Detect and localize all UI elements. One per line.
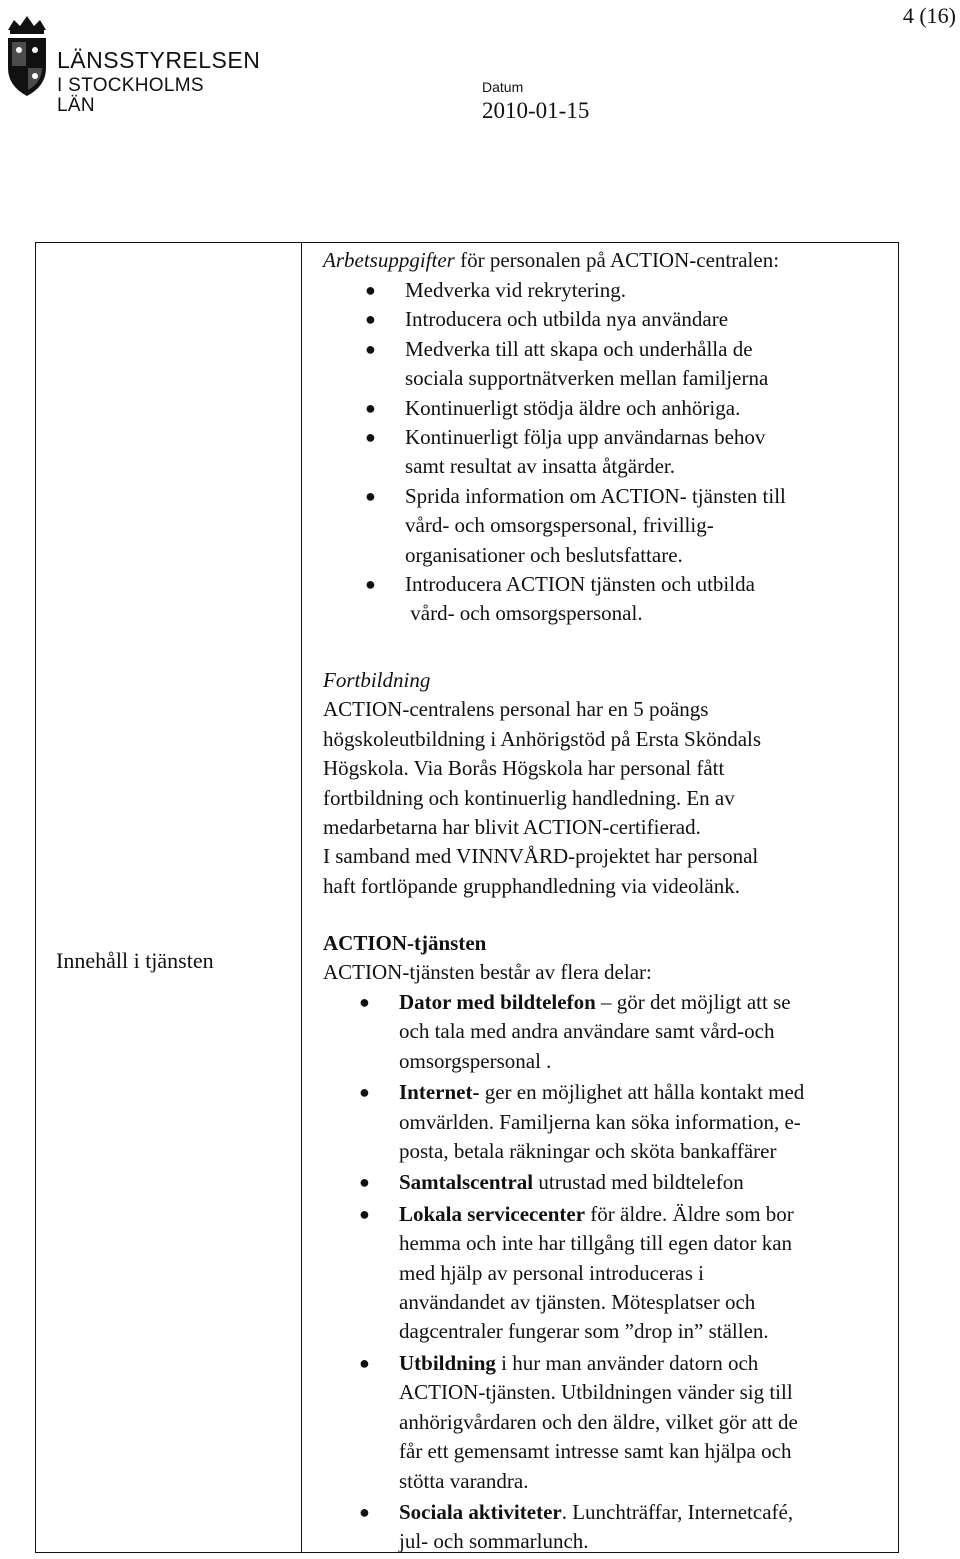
list-item: ● Sociala aktiviteter. Lunchträffar, Internetcafé, jul- och sommarlunch. [359,1499,794,1554]
education-line: I samband med VINNVÅRD-projektet har personal [323,844,759,869]
list-item: ● Sprida information om ACTION- tjänsten till vård- och omsorgspersonal, frivillig- organisationer och beslutsfattare. [365,483,786,567]
crest-icon [2,10,52,98]
education-section [323,666,883,901]
list-item: ● Introducera och utbilda nya användare [405,305,885,334]
bullet-icon: ● [359,1203,370,1224]
lansstyrelsen-logo [2,10,261,116]
tasks-list [365,276,885,629]
service-intro: ACTION-tjänsten består av flera delar: [323,960,652,985]
list-item: ● Utbildning i hur man använder datorn och ACTION-tjänsten. Utbildningen vänder sig till anhörigvårdaren och den äldre, vilket gör att de får ett gemensamt intresse samt kan hjälpa och stötta varandra. [359,1350,798,1493]
bullet-icon: ● [359,1501,370,1522]
row-label: Innehåll i tjänsten [56,948,214,973]
bullet-icon: ● [365,427,376,448]
bullet-icon: ● [365,280,376,300]
bullet-icon: ● [359,1172,370,1193]
education-heading: Fortbildning [323,668,431,692]
list-item: ● Introducera ACTION tjänsten och utbilda vård- och omsorgspersonal. [365,572,755,626]
list-item: ● Dator med bildtelefon – gör det möjligt att se och tala med andra användare samt vård-och omsorgspersonal . [359,990,791,1073]
bullet-icon: ● [365,338,376,359]
tasks-intro [323,246,883,275]
bullet-icon: ● [359,992,370,1012]
list-item: ● Kontinuerligt följa upp användarnas behov samt resultat av insatta åtgärder. [365,425,766,479]
service-heading-block [323,929,888,988]
education-line: haft fortlöpande grupphandledning via videolänk. [323,873,740,898]
bullet-icon: ● [365,309,376,330]
education-line: fortbildning och kontinuerlig handledning. En av [323,785,735,810]
bullet-icon: ● [365,485,376,506]
list-item: ● Medverka till att skapa och underhålla de sociala supportnätverken mellan familjerna [365,336,769,391]
date-value: 2010-01-15 [482,98,590,123]
service-list [359,988,889,1557]
column-divider [301,243,302,1552]
date-label: Datum [482,79,524,95]
logo-line-2: I STOCKHOLMS LÄN [57,75,204,116]
education-line: ACTION-centralens personal har en 5 poängs [323,697,709,722]
service-heading: ACTION-tjänsten [323,931,487,955]
tasks-intro-italic: Arbetsuppgifter [323,248,455,272]
list-item: ● Kontinuerligt stödja äldre och anhöriga. [405,394,885,423]
bullet-icon: ● [365,397,376,418]
education-line: medarbetarna har blivit ACTION-certifierad. [323,815,701,840]
list-item: ● Medverka vid rekrytering. [405,276,885,305]
education-line: högskoleutbildning i Anhörigstöd på Ersta Sköndals [323,726,762,751]
bullet-icon: ● [359,1352,370,1373]
education-line: Högskola. Via Borås Högskola har personal fått [323,756,725,781]
bullet-icon: ● [359,1082,370,1103]
logo-line-1: LÄNSSTYRELSEN [57,47,261,73]
list-item: ● Internet- ger en möjlighet att hålla kontakt med omvärlden. Familjerna kan söka information, e- posta, betala räkningar och sköta bankaffärer [359,1080,805,1164]
list-item: ● Samtalscentral utrustad med bildtelefon [399,1168,889,1197]
page-number: 4 (16) [902,3,956,28]
list-item: ● Lokala servicecenter för äldre. Äldre som bor hemma och inte har tillgång till egen dator kan med hjälp av personal introduceras i användandet av tjänsten. Mötesplatser och dagcentraler fungerar som ”drop in” ställen. [359,1201,794,1344]
tasks-intro-text: för personalen på ACTION-centralen: [454,248,780,272]
bullet-icon: ● [365,574,376,595]
